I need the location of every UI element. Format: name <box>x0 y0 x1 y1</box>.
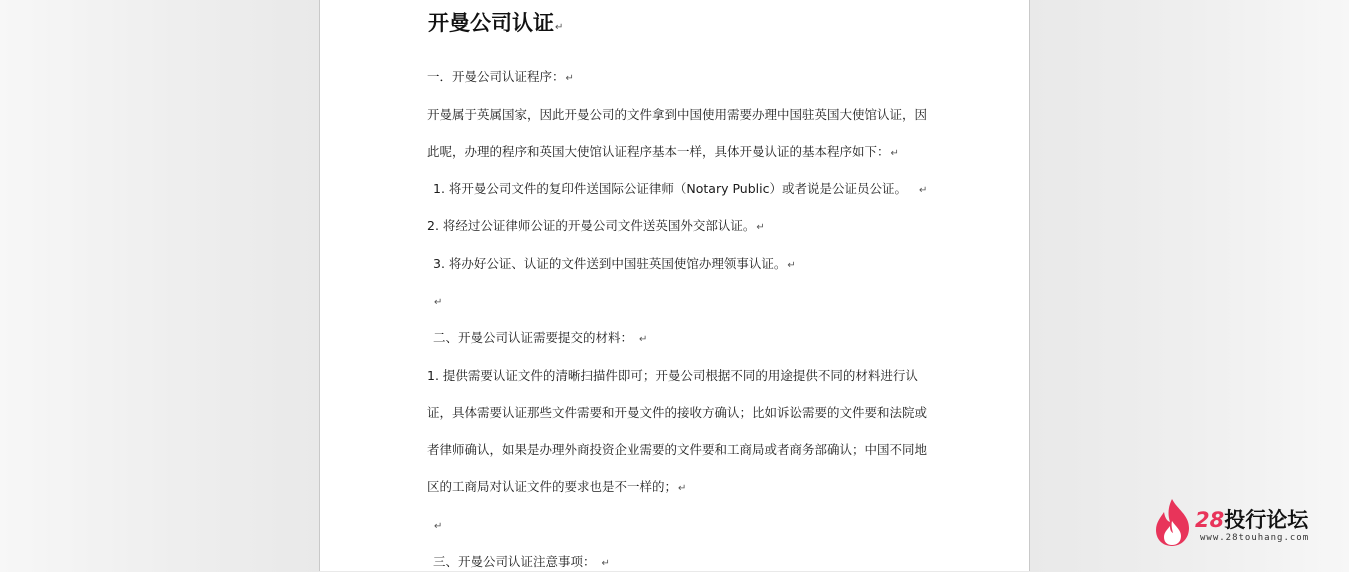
paragraph-line: 开曼属于英属国家，因此开曼公司的文件拿到中国使用需要办理中国驻英国大使馆认证，因 <box>427 107 928 122</box>
paragraph-mark: ↵ <box>555 22 564 33</box>
list-item: 2. 将经过公证律师公证的开曼公司文件送英国外交部认证。↵ <box>427 218 765 233</box>
document-title: 开曼公司认证↵ <box>428 11 564 35</box>
paragraph-mark: ↵ <box>601 558 610 569</box>
paragraph-mark: ↵ <box>678 483 687 494</box>
paragraph-mark: ↵ <box>565 73 574 84</box>
paragraph-mark: ↵ <box>639 334 648 345</box>
paragraph-line: 证，具体需要认证那些文件需要和开曼文件的接收方确认；比如诉讼需要的文件要和法院或 <box>427 405 928 420</box>
paragraph-mark: ↵ <box>890 148 899 159</box>
empty-paragraph <box>433 293 442 311</box>
section-heading-2: 二、开曼公司认证需要提交的材料： ↵ <box>433 330 648 345</box>
empty-paragraph <box>433 517 442 535</box>
paragraph-mark: ↵ <box>434 297 443 308</box>
section-heading-3: 三、开曼公司认证注意事项： ↵ <box>433 554 610 569</box>
paragraph-mark: ↵ <box>787 260 796 271</box>
flame-icon <box>1153 497 1193 547</box>
paragraph-mark: ↵ <box>918 185 928 196</box>
list-item: 1. 将开曼公司文件的复印件送国际公证律师（Notary Public）或者说是公证员公证。 ↵ <box>433 181 928 196</box>
section-heading-1: 一．开曼公司认证程序：↵ <box>427 69 574 84</box>
watermark-title: 28投行论坛 <box>1195 508 1309 532</box>
paragraph-mark: ↵ <box>756 222 765 233</box>
document-page <box>319 0 1030 571</box>
paragraph-line: 1. 提供需要认证文件的清晰扫描件即可；开曼公司根据不同的用途提供不同的材料进行认 <box>427 368 918 383</box>
paragraph-mark: ↵ <box>434 521 443 532</box>
paragraph-line: 者律师确认，如果是办理外商投资企业需要的文件要和工商局或者商务部确认；中国不同地 <box>427 442 928 457</box>
watermark-logo <box>1153 497 1333 549</box>
paragraph-line: 区的工商局对认证文件的要求也是不一样的；↵ <box>427 479 687 494</box>
list-item: 3. 将办好公证、认证的文件送到中国驻英国使馆办理领事认证。↵ <box>433 256 796 271</box>
paragraph-line: 此呢，办理的程序和英国大使馆认证程序基本一样，具体开曼认证的基本程序如下：↵ <box>427 144 899 159</box>
watermark-url: www.28touhang.com <box>1200 533 1310 543</box>
